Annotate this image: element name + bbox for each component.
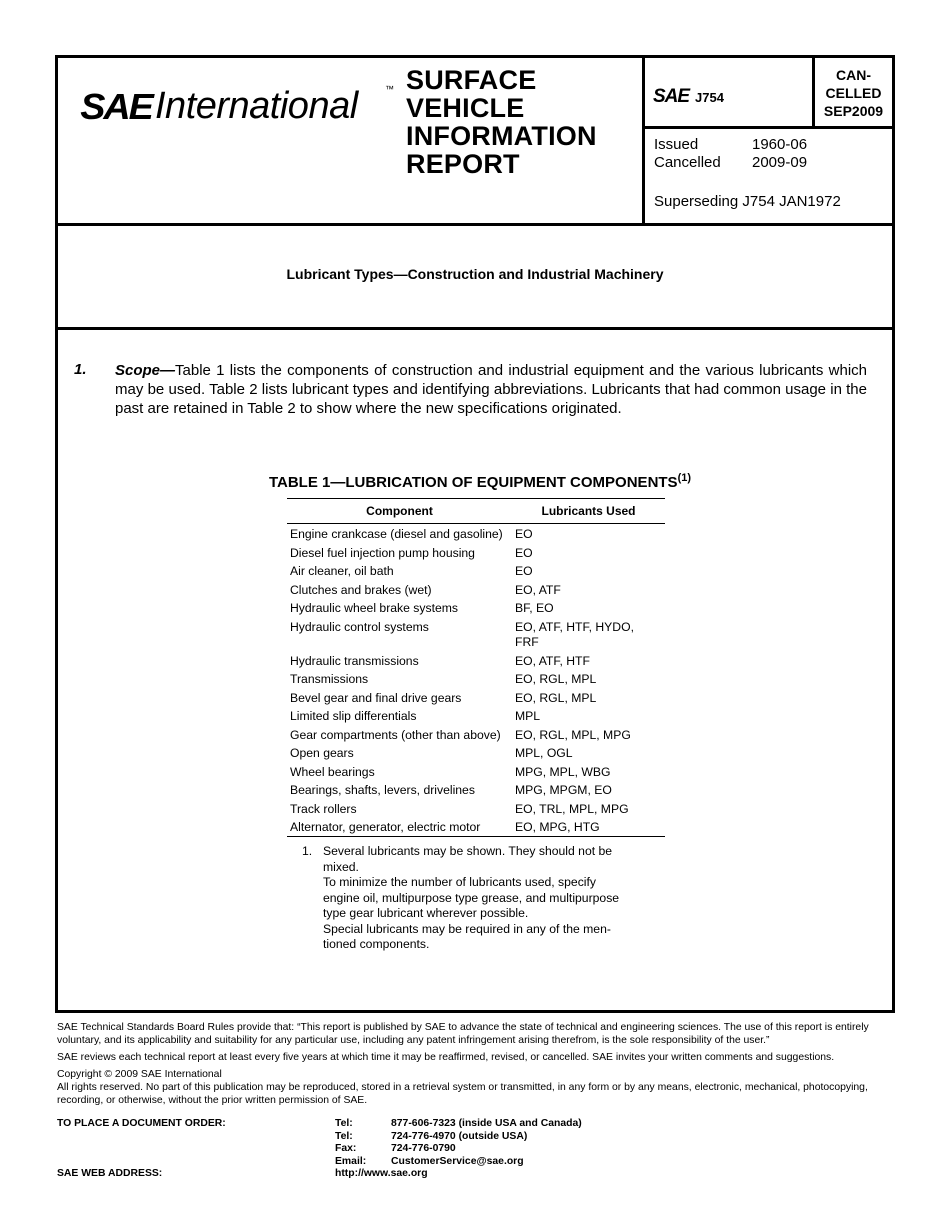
table-row: Clutches and brakes (wet) EO, ATF	[290, 582, 561, 597]
table-header	[287, 499, 665, 523]
table-row: Limited slip differentials MPL	[290, 709, 541, 723]
table-row: Hydraulic transmissions EO, ATF, HTF	[290, 653, 590, 668]
report-type: SURFACE VEHICLE INFORMATION REPORT	[406, 65, 597, 179]
sae-logo: SAE	[80, 86, 152, 127]
table-title-footnote-ref: (1)	[677, 472, 692, 484]
document-title: Lubricant Types—Construction and Industrial Machinery	[286, 266, 664, 282]
header-vertical-divider	[642, 58, 645, 226]
lubrication-table	[287, 498, 665, 837]
table-row: Air cleaner, oil bath EO	[290, 564, 533, 578]
table-row: Track rollers EO, TRL, MPL, MPG	[290, 801, 629, 816]
document-number: J754	[695, 90, 724, 105]
issued-value: 1960-06	[752, 136, 808, 153]
board-rules-text: SAE Technical Standards Board Rules provide that: “This report is published by SAE to advance the state of technical and engineering sciences. The use of this report is entirely voluntary, and its applicability and suitability for any particular use, including any patent infringement arising therefrom, is the sole responsibility of the user.”	[57, 1022, 869, 1046]
table-row: Open gears MPL, OGL	[290, 746, 573, 760]
copyright-line: Copyright © 2009 SAE International	[57, 1069, 222, 1080]
phone-intl[interactable]: 724-776-4970 (outside USA)	[391, 1130, 528, 1142]
issue-dates	[654, 136, 807, 172]
scope-body: Table 1 lists the components of construction and industrial equipment and the various lubricants which may be used. Table 2 lists lubricant types and identifying abbreviations. Lubricants that had common usage in the past are retained in Table 2 to show where the new specifications originated.	[115, 362, 867, 417]
table-row: Transmissions EO, RGL, MPL	[290, 672, 597, 686]
web-label: SAE WEB ADDRESS:	[57, 1168, 163, 1179]
legal-footer	[57, 1021, 897, 1107]
phone-usa[interactable]: 877-606-7323 (inside USA and Canada)	[391, 1118, 582, 1129]
email-link[interactable]: CustomerService@sae.org	[391, 1155, 524, 1167]
trademark-symbol: ™	[385, 84, 394, 94]
order-label: TO PLACE A DOCUMENT ORDER:	[57, 1118, 226, 1129]
column-header-lubricants: Lubricants Used	[541, 504, 636, 518]
review-text: SAE reviews each technical report at least every five years at which time it may be reaffirmed, revised, or cancelled. SAE invites your written comments and suggestions.	[57, 1052, 835, 1063]
table-row: Bevel gear and final drive gears EO, RGL, MPL	[290, 690, 597, 705]
table-row: Diesel fuel injection pump housing EO	[290, 545, 533, 560]
cancelled-value: 2009-09	[752, 154, 808, 171]
table-row: Hydraulic wheel brake systems BF, EO	[290, 601, 554, 615]
rights-text: All rights reserved. No part of this publication may be reproduced, stored in a retrieval system or transmitted, in any form or by any means, electronic, mechanical, photocopying, recording, or otherwise, without the prior written permission of SAE.	[57, 1082, 868, 1106]
cancelled-label: Cancelled	[654, 154, 721, 171]
table-row: Engine crankcase (diesel and gasoline) EO	[290, 527, 533, 541]
table-row: Bearings, shafts, levers, drivelines MPG, MPGM, EO	[290, 783, 612, 797]
status-horizontal-divider	[645, 126, 892, 129]
status-badge: CAN- CELLED SEP2009	[823, 67, 884, 119]
sae-small-logo: SAE	[653, 86, 690, 107]
section-number: 1.	[74, 361, 87, 378]
table-row: Alternator, generator, electric motor EO, MPG, HTG	[290, 820, 600, 834]
table-row: Gear compartments (other than above) EO, RGL, MPL, MPG	[290, 727, 631, 742]
scope-paragraph	[115, 361, 867, 418]
header-divider	[58, 223, 892, 226]
table-row: Hydraulic control systems EO, ATF, HTF, HYDO, FRF	[290, 619, 634, 649]
table-title: TABLE 1—LUBRICATION OF EQUIPMENT COMPONENTS$^{(1)}$	[268, 472, 692, 491]
column-header-component: Component	[366, 504, 433, 518]
table-row: Wheel bearings MPG, MPL, WBG	[290, 764, 611, 779]
web-address-link[interactable]: http://www.sae.org	[335, 1168, 428, 1180]
superseding-note: Superseding J754 JAN1972	[654, 193, 841, 210]
international-logotype: International	[155, 85, 358, 127]
scope-heading: Scope—	[115, 362, 176, 379]
footnote-number: 1.	[302, 844, 313, 858]
contact-info: Tel: 877-606-7323 (inside USA and Canada) Tel: 724-776-4970 (outside USA) Fax: 724-776-0790 Email: CustomerService@sae.org http://www.sae.org	[335, 1118, 582, 1180]
fax-number: 724-776-0790	[391, 1143, 456, 1155]
issued-label: Issued	[654, 136, 699, 153]
document-frame: SAE International ™ SURFACE VEHICLE INFORMATION REPORT SAE J754 CAN- CELLED SEP2009 Issued 1960-06 Cancelled 2009-09 Superseding J754 JAN1972 Lubricant Types—Construction and Industrial Machinery 1. Scope—Table 1 lists the components of construction and industrial equipment and the various lubricants which may be used. Table 2 lists lubricant types and identifying abbreviations. Lubricants that had common usage in the past are retained in Table 2 to show where the new specifications originated. TABLE 1—LUBRICATION OF EQUIPMENT COMPONENTS$^{(1)}$ Component Lubricants Used Engine crankcase (diesel and gasoline) EO Diesel fuel injection pump housing EO Air cleaner, oil bath EO Clutches and brakes (wet) EO, ATF Hydraulic wheel brake systems BF, EO Hydraulic control systems EO, ATF, HTF, HYDO, FRF Hydraulic transmissions EO, ATF, HTF Transmissions EO, RGL, MPL Bevel gear and final drive gears EO, RGL, MPL Limited slip differentials MPL Gear compartments (other than above) EO, RGL, MPL, MPG Open gears MPL, OGL Wheel bearings MPG, MPL, WBG Bearings, shafts, levers, drivelines MPG, MPGM, EO Track rollers EO, TRL, MPL, MPG Alternator, generator, electric motor EO, MPG, HTG 1. Several lubricants may be shown. They should not be mixed. To minimize the number of lubricants used, specify engine oil, multipurpose type grease, and multipurpose type gear lubricant wherever possible. Special lubricants may be required in any of the men- tioned components.	[55, 55, 895, 1013]
title-divider	[58, 327, 892, 330]
